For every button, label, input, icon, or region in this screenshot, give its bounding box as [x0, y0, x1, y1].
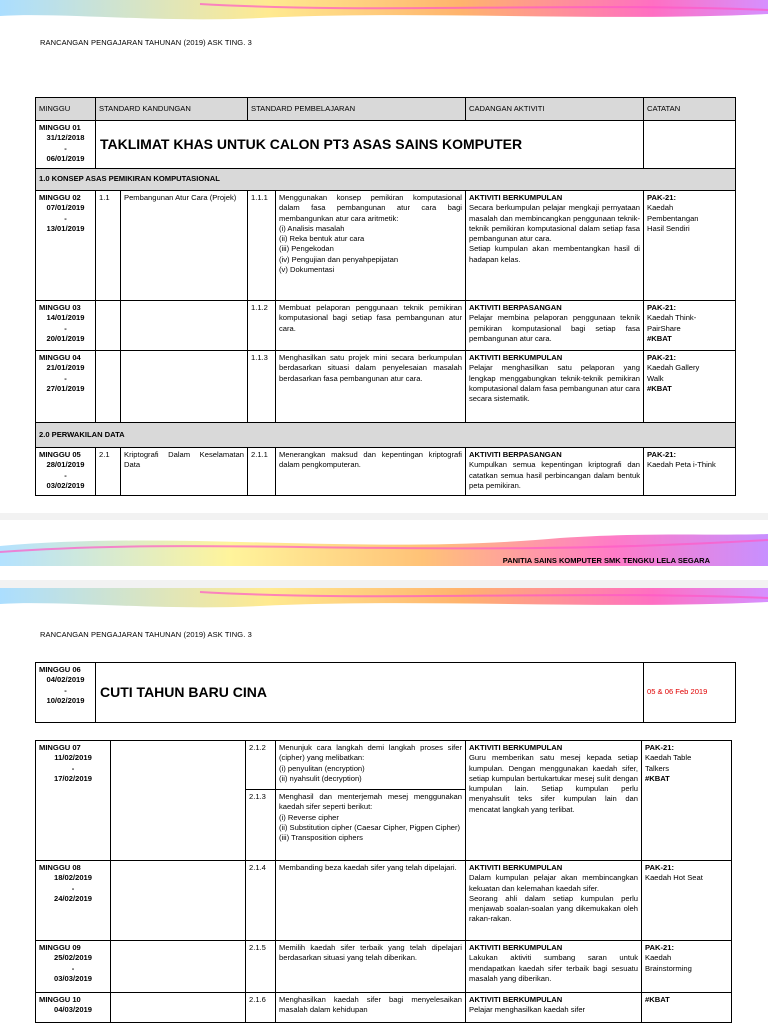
sp-number: 2.1.1 — [248, 448, 276, 496]
page-header: RANCANGAN PENGAJARAN TAHUNAN (2019) ASK TING. 3 — [40, 630, 252, 639]
sp-text: Menghasilkan satu projek mini secara berkumpulan berdasarkan situasi dalam penyelesaian masalah berdasarkan fasa pembangunan atur cara. — [276, 351, 466, 423]
sp-number: 2.1.5 — [246, 941, 276, 993]
section-row — [36, 423, 736, 448]
sp-text: Membanding beza kaedah sifer yang telah dipelajari. — [276, 861, 466, 941]
sp-text: Menggunakan konsep pemikiran komputasional dalam fasa pembangunan atur cara bagi membangunkan atur cara aritmetik: (i) Analisis masalah (ii) Reka bentuk atur cara (iii) Pengekodan (iv) Pengujian dan penyahpepijatan (v) Dokumentasi — [276, 191, 466, 301]
activity-cell: AKTIVITI BERKUMPULAN Guru memberikan satu mesej kepada setiap kumpulan. Dengan menggunakan kaedah sifer, setiap kumpulan bertukartukar mesej sulit dengan kumpulan lain. Setiap kumpulan perlu menyahsulit teks sifer kumpulan lain dan mencatat langkah yang terlibat. — [466, 741, 642, 861]
sp-number: 1.1.3 — [248, 351, 276, 423]
col-header: CADANGAN AKTIVITI — [466, 98, 644, 121]
lesson-plan-table-2 — [35, 740, 732, 1023]
sk-text — [121, 351, 248, 423]
week-cell: MINGGU 02 07/01/2019 - 13/01/2019 — [36, 191, 96, 301]
notes-cell: PAK-21: Kaedah Brainstorming — [642, 941, 732, 993]
notes-cell: PAK-21: Kaedah Hot Seat — [642, 861, 732, 941]
sk-number — [96, 301, 121, 351]
sp-text: Memilih kaedah sifer terbaik yang telah dipelajari berdasarkan situasi yang telah diberikan. — [276, 941, 466, 993]
col-header: CATATAN — [644, 98, 736, 121]
page-footer: PANITIA SAINS KOMPUTER SMK TENGKU LELA SEGARA — [502, 556, 710, 565]
notes-cell: PAK-21: Kaedah Table Talkers #KBAT — [642, 741, 732, 861]
section-row — [36, 169, 736, 191]
sp-number: 1.1.1 — [248, 191, 276, 301]
sk-number — [96, 351, 121, 423]
page-header: RANCANGAN PENGAJARAN TAHUNAN (2019) ASK TING. 3 — [40, 38, 252, 47]
lesson-plan-table-1 — [35, 97, 736, 496]
page-1-footer — [0, 520, 768, 580]
table-row — [36, 741, 732, 790]
sk-text: Pembangunan Atur Cara (Projek) — [121, 191, 248, 301]
col-header: STANDARD PEMBELAJARAN — [248, 98, 466, 121]
holiday-row — [36, 663, 736, 723]
activity-cell: AKTIVITI BERKUMPULAN Pelajar menghasilkan kaedah sifer — [466, 993, 642, 1023]
activity-cell: AKTIVITI BERKUMPULAN Pelajar menghasilkan satu pelaporan yang lengkap menggabungkan teknik-teknik pemikiran komputasional dalam fasa pembangunan atur cara secara sistematik. — [466, 351, 644, 423]
sk-text: Kriptografi Dalam Keselamatan Data — [121, 448, 248, 496]
sp-number: 2.1.6 — [246, 993, 276, 1023]
notes-cell: PAK-21: Kaedah Gallery Walk #KBAT — [644, 351, 736, 423]
sp-number: 2.1.2 — [246, 741, 276, 790]
notes-cell — [644, 121, 736, 169]
briefing-title: TAKLIMAT KHAS UNTUK CALON PT3 ASAS SAINS KOMPUTER — [96, 121, 644, 169]
table-row — [36, 993, 732, 1023]
week-cell: MINGGU 05 28/01/2019 - 03/02/2019 — [36, 448, 96, 496]
decorative-wave-top — [0, 588, 768, 628]
table-row — [36, 861, 732, 941]
week-cell: MINGGU 06 04/02/2019 - 10/02/2019 — [36, 663, 96, 723]
week-cell: MINGGU 09 25/02/2019 - 03/03/2019 — [36, 941, 111, 993]
activity-cell: AKTIVITI BERKUMPULAN Dalam kumpulan pelajar akan membincangkan kekuatan dan kelemahan kaedah sifer. Seorang ahli dalam setiap kumpulan perlu menjawab soalan-soalan yang dikemukakan oleh rakan-rakan. — [466, 861, 642, 941]
table-row — [36, 191, 736, 301]
sk-text — [121, 301, 248, 351]
decorative-wave-top — [0, 0, 768, 40]
table-row — [36, 351, 736, 423]
table-row — [36, 121, 736, 169]
holiday-table — [35, 662, 736, 723]
week-cell: MINGGU 01 31/12/2018 - 06/01/2019 — [36, 121, 96, 169]
sp-text: Membuat pelaporan penggunaan teknik pemikiran komputasional bagi setiap fasa pembangunan atur cara. — [276, 301, 466, 351]
week-cell: MINGGU 08 18/02/2019 - 24/02/2019 — [36, 861, 111, 941]
notes-cell: #KBAT — [642, 993, 732, 1023]
activity-cell: AKTIVITI BERPASANGAN Pelajar membina pelaporan penggunaan teknik pemikiran komputasional bagi setiap fasa pembangunan atur cara. — [466, 301, 644, 351]
sp-text: Menghasil dan menterjemah mesej menggunakan kaedah sifer seperti berikut: (i) Reverse cipher (ii) Substitution cipher (Caesar Cipher, Pigpen Cipher) (iii) Transposition ciphers — [276, 790, 466, 861]
week-cell: MINGGU 04 21/01/2019 - 27/01/2019 — [36, 351, 96, 423]
page-2 — [0, 588, 768, 1024]
table-row — [36, 301, 736, 351]
sk-text — [111, 861, 246, 941]
week-cell: MINGGU 07 11/02/2019 - 17/02/2019 — [36, 741, 111, 861]
col-header: STANDARD KANDUNGAN — [96, 98, 248, 121]
activity-cell: AKTIVITI BERKUMPULAN Secara berkumpulan pelajar mengkaji pernyataan masalah dan membincangkan penggunaan teknik-teknik pemikiran komputasional dalam setiap fasa pembangunan atur cara. Setiap kumpulan akan membentangkan hasil di hadapan kelas. — [466, 191, 644, 301]
holiday-title: CUTI TAHUN BARU CINA — [96, 663, 644, 723]
sp-text: Menerangkan maksud dan kepentingan kriptografi dalam pengkomputeran. — [276, 448, 466, 496]
sk-number: 2.1 — [96, 448, 121, 496]
holiday-note: 05 & 06 Feb 2019 — [644, 663, 736, 723]
sp-text: Menunjuk cara langkah demi langkah proses sifer (cipher) yang melibatkan: (i) penyulitan (encryption) (ii) nyahsulit (decryption) — [276, 741, 466, 790]
notes-cell: PAK-21: Kaedah Peta i-Think — [644, 448, 736, 496]
sp-text: Menghasilkan kaedah sifer bagi menyelesaikan masalah dalam kehidupan — [276, 993, 466, 1023]
notes-cell: PAK-21: Kaedah Pembentangan Hasil Sendiri — [644, 191, 736, 301]
table-row — [36, 941, 732, 993]
sp-number: 1.1.2 — [248, 301, 276, 351]
week-cell: MINGGU 03 14/01/2019 - 20/01/2019 — [36, 301, 96, 351]
activity-cell: AKTIVITI BERKUMPULAN Lakukan aktiviti sumbang saran untuk mendapatkan kaedah sifer terbaik bagi sesuatu masalah yang diberikan. — [466, 941, 642, 993]
col-header: MINGGU — [36, 98, 96, 121]
notes-cell: PAK-21: Kaedah Think- PairShare #KBAT — [644, 301, 736, 351]
week-cell: MINGGU 10 04/03/2019 — [36, 993, 111, 1023]
sk-text — [111, 993, 246, 1023]
sp-number: 2.1.3 — [246, 790, 276, 861]
activity-cell: AKTIVITI BERPASANGAN Kumpulkan semua kepentingan kriptografi dan catatkan semua hasil perbincangan dalam bentuk peta pemikiran. — [466, 448, 644, 496]
table-row — [36, 448, 736, 496]
section-title: 1.0 KONSEP ASAS PEMIKIRAN KOMPUTASIONAL — [36, 169, 736, 191]
section-title: 2.0 PERWAKILAN DATA — [36, 423, 736, 448]
sk-text — [111, 741, 246, 861]
table-header-row — [36, 98, 736, 121]
sp-number: 2.1.4 — [246, 861, 276, 941]
sk-number: 1.1 — [96, 191, 121, 301]
sk-text — [111, 941, 246, 993]
